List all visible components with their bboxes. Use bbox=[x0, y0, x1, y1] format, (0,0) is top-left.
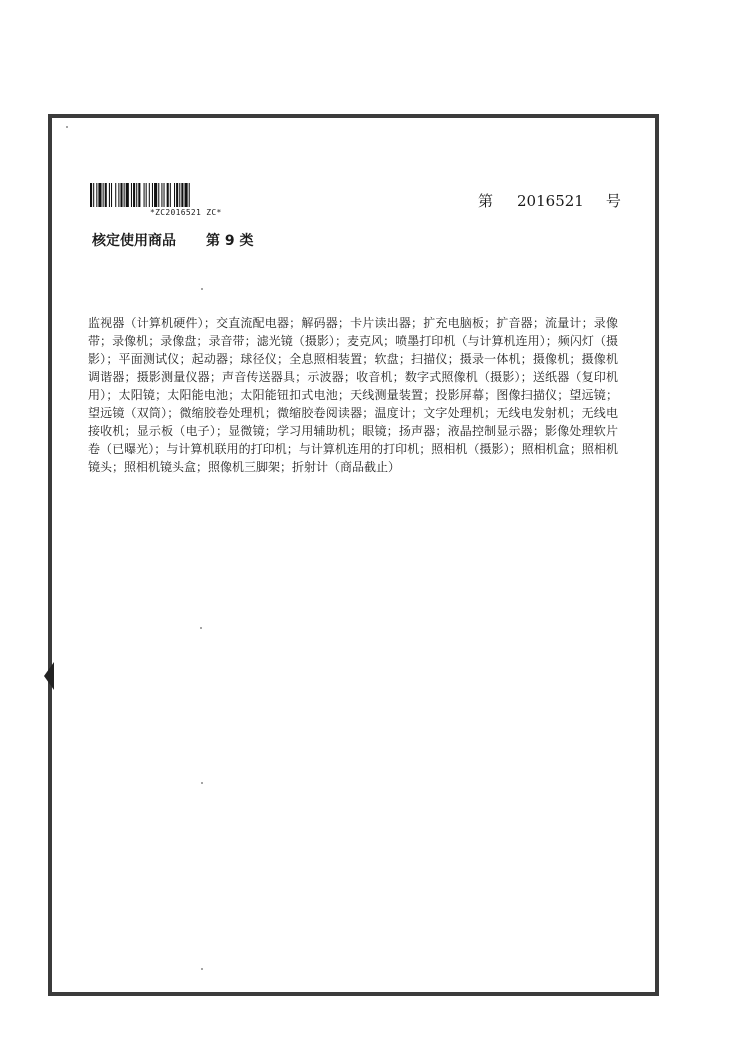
scan-edge-mark bbox=[44, 662, 54, 690]
document-number-value: 2016521 bbox=[517, 192, 584, 210]
scan-speck bbox=[201, 968, 203, 970]
barcode-text: *ZC2016521 ZC* bbox=[150, 208, 222, 217]
barcode-icon bbox=[90, 183, 278, 207]
goods-list-text: 监视器（计算机硬件）；交直流配电器；解码器；卡片读出器；扩充电脑板；扩音器；流量计；录像带；录像机；录像盘；录音带；滤光镜（摄影）；麦克风；喷墨打印机（与计算机连用）；频闪灯（摄影）；平面测试仪；起动器；球径仪；全息照相装置；软盘；扫描仪；摄录一体机；摄像机；摄像机调谐器；摄影测量仪器；声音传送器具；示波器；收音机；数字式照像机（摄影）；送纸器（复印机用）；太阳镜；太阳能电池；太阳能钮扣式电池；天线测量装置；投影屏幕；图像扫描仪；望远镜；望远镜（双筒）；微缩胶卷处理机；微缩胶卷阅读器；温度计；文字处理机；无线电发射机；无线电接收机；显示板（电子）；显微镜；学习用辅助机；眼镜；扬声器；液晶控制显示器；影像处理软片卷（已曝光）；与计算机联用的打印机；与计算机连用的打印机；照相机（摄影）；照相机盒；照相机镜头；照相机镜头盒；照像机三脚架；折射计（商品截止） bbox=[88, 316, 618, 474]
goods-heading bbox=[92, 230, 254, 250]
document-number-suffix: 号 bbox=[605, 192, 621, 210]
goods-class-label: 第 9 类 bbox=[206, 233, 254, 249]
goods-heading-label: 核定使用商品 bbox=[92, 233, 176, 249]
document-number bbox=[478, 190, 621, 211]
scan-speck bbox=[201, 782, 203, 784]
scan-speck bbox=[66, 126, 68, 128]
scan-speck bbox=[200, 627, 202, 629]
document-number-prefix: 第 bbox=[478, 192, 494, 210]
scan-speck bbox=[201, 288, 203, 290]
